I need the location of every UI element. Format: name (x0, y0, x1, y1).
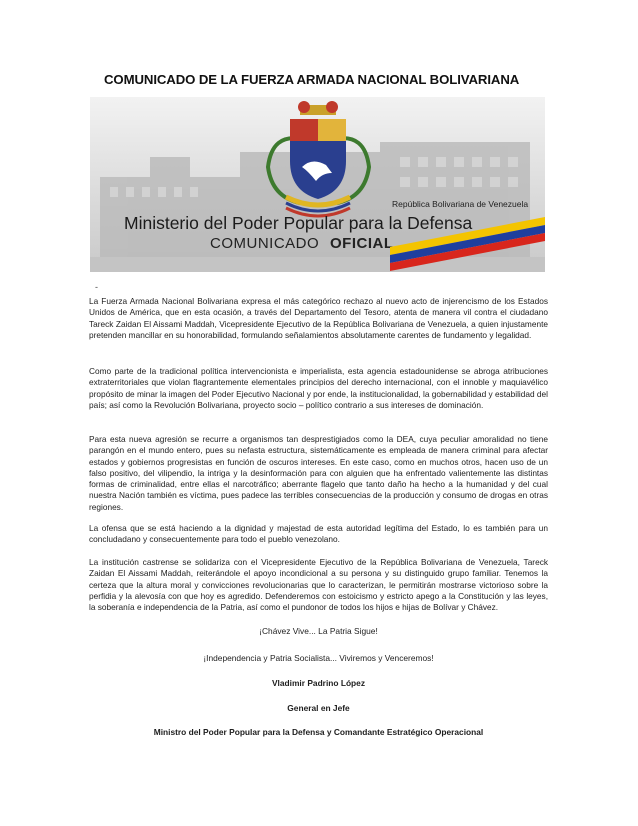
banner-republic: República Bolivariana de Venezuela (392, 199, 529, 209)
paragraph-2: Como parte de la tradicional política intervencionista e imperialista, esta agencia estadounidense se abroga atribuciones extraterritoriales que violan flagrantemente elementales principios del derecho internacional, con el innoble y maquiavélico propósito de minar la imagen del Poder Ejecutivo Nacional y por ende, la institucionalidad, la gobernabilidad y estabilidad del país; así como la Revolución Bolivariana, proyecto socio – político contrario a sus intereses de dominación. (89, 366, 548, 410)
signer-position: Ministro del Poder Popular para la Defensa y Comandante Estratégico Operacional (153, 727, 484, 737)
paragraph-5: La institución castrense se solidariza con el Vicepresidente Ejecutivo de la República Bolivariana de Venezuela, Tareck Zaidan El Aissami Maddah, reiterándole el apoyo incondicional a su persona y su distinguido grupo familiar. Tenemos la certeza que la altura moral y convicciones revolucionarias que lo caracterizan, le permitirán mostrarse victorioso sobre la perfidia y la alevosía con que hoy es agredido. Defenderemos con estoicismo y estricto apego a la Constitución y las leyes, la soberanía e independencia de la Patria, así como el pundonor de todos los hijos e hijas de Bolívar y Chávez. (89, 557, 548, 612)
closing-slogan-2: ¡Independencia y Patria Socialista... Viviremos y Venceremos! (203, 653, 434, 663)
banner-comunicado: COMUNICADO (210, 235, 320, 252)
communique-banner (90, 97, 545, 272)
document-title: COMUNICADO DE LA FUERZA ARMADA NACIONAL BOLIVARIANA (104, 72, 520, 87)
closing-slogan-1: ¡Chávez Vive... La Patria Sigue! (259, 626, 378, 636)
banner-oficial: OFICIAL (330, 235, 394, 252)
separator-dash: - (95, 282, 98, 292)
paragraph-4: La ofensa que se está haciendo a la dignidad y majestad de esta autoridad legítima del Estado, lo es también para un concludadano y consecuentemente para todo el pueblo venezolano. (89, 523, 548, 545)
paragraph-3: Para esta nueva agresión se recurre a organismos tan desprestigiados como la DEA, cuya peculiar amoralidad no tiene parangón en el mundo entero, pues su nefasta estructura, sistemáticamente es empleada de manera criminal para afectar estados y gobiernos progresistas en función de oscuros intereses. En este caso, como en muchos otros, hacen uso de un falso positivo, del vilipendio, la intriga y la desinformación para con alguien que ha enfrentado valientemente las distintas formas de criminalidad, entre ellas el narcotráfico; aberrante flagelo que tanto daño ha hecho a la humanidad y del cual nuestra Nación también es víctima, pues padece las terribles consecuencias de la producción y consumo de drogas en otras regiones. (89, 434, 548, 512)
paragraph-1: La Fuerza Armada Nacional Bolivariana expresa el más categórico rechazo al nuevo acto de injerencismo de los Estados Unidos de América, que en esta ocasión, a través del Departamento del Tesoro, atenta de manera vil contra el ciudadano Tareck Zaidan El Aissami Maddah, Vicepresidente Ejecutivo de la República Bolivariana de Venezuela, a quien injustamente pretenden mancillar en su honorabilidad, formulando señalamientos absolutamente carentes de fundamento y legalidad. (89, 296, 548, 340)
banner-ministry: Ministerio del Poder Popular para la Defensa (124, 213, 473, 233)
signer-name: Vladimir Padrino López (271, 678, 366, 688)
signer-rank: General en Jefe (287, 703, 350, 713)
